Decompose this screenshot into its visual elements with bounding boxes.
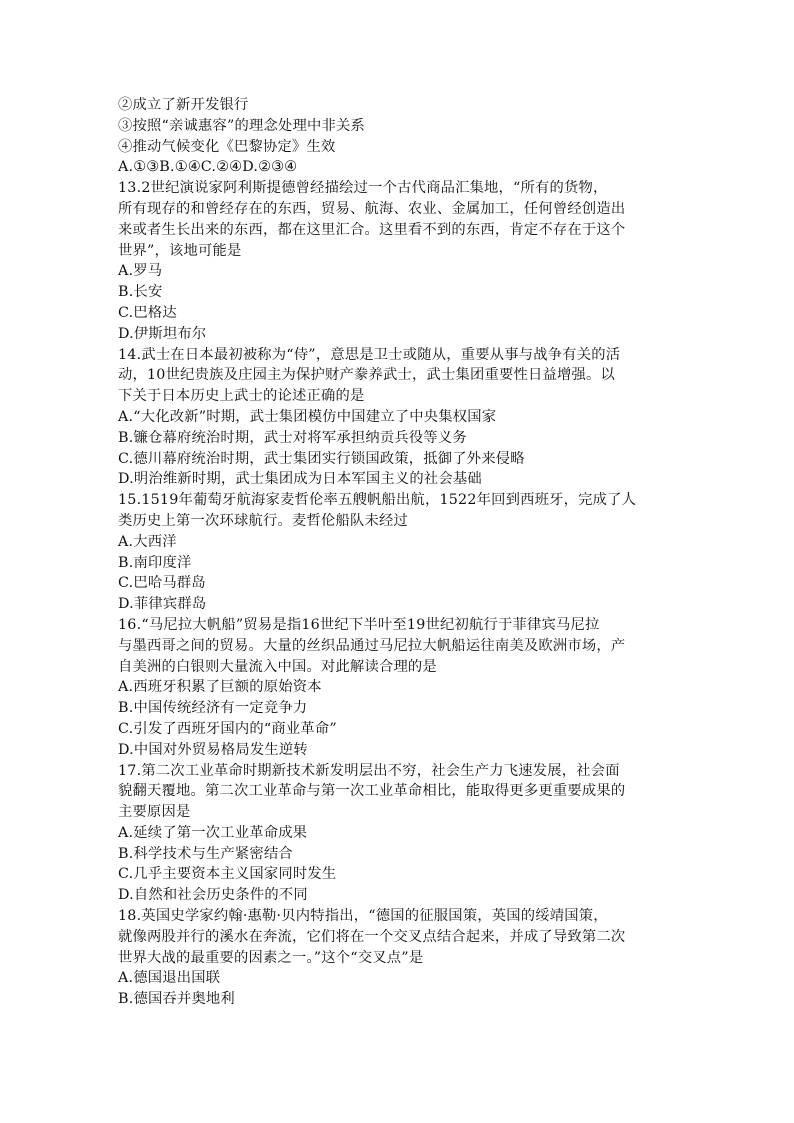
answer-option: B.中国传统经济有一定竞争力 (118, 700, 308, 717)
answer-option: A.德国退出国联 (118, 970, 221, 987)
answer-option: A.“大化改新”时期，武士集团模仿中国建立了中央集权国家 (118, 408, 497, 425)
stem-line: 来或者生长出来的东西，都在这里汇合。这里看不到的东西，肯定不存在于这个 (118, 221, 626, 238)
answer-option: A.大西洋 (118, 533, 177, 550)
answer-option: C.巴哈马群岛 (118, 575, 206, 592)
answer-option: D.伊斯坦布尔 (118, 325, 207, 342)
stem-line: 主要原因是 (118, 804, 191, 821)
question-stem (118, 178, 684, 261)
answer-option: B.科学技术与生产紧密结合 (118, 845, 293, 862)
stem-line: 15.1519年葡萄牙航海家麦哲伦率五艘帆船出航，1522年回到西班牙，完成了人 (118, 492, 637, 509)
stem-line: 世界”，该地可能是 (118, 242, 242, 259)
answer-option: B.镰仓幕府统治时期，武士对将军承担纳贡兵役等义务 (118, 429, 467, 446)
stem-line: 16.“马尼拉大帆船”贸易是指16世纪下半叶至19世纪初航行于菲律宾马尼拉 (118, 616, 600, 633)
answer-option: D.自然和社会历史条件的不同 (118, 887, 308, 904)
answer-option: A.延续了第一次工业革命成果 (118, 824, 308, 841)
question-block (118, 615, 684, 761)
answer-option: D.明治维新时期，武士集团成为日本军国主义的社会基础 (118, 471, 482, 488)
question-stem (118, 615, 684, 677)
stem-line: 类历史上第一次环球航行。麦哲伦船队未经过 (118, 512, 408, 529)
option-line: ②成立了新开发银行 (118, 97, 249, 113)
answer-option: B.德国吞并奥地利 (118, 991, 235, 1008)
stem-line: 13.2世纪演说家阿利斯提德曾经描绘过一个古代商品汇集地，“所有的货物， (118, 180, 608, 197)
stem-line: 14.武士在日本最初被称为“侍”，意思是卫士或随从，重要从事与战争有关的活 (118, 346, 621, 363)
stem-line: 世界大战的最重要的因素之一。”这个“交叉点”是 (118, 949, 424, 966)
answer-option: B.南印度洋 (118, 554, 192, 571)
question-stem (118, 906, 684, 968)
stem-line: 与墨西哥之间的贸易。大量的丝织品通过马尼拉大帆船运往南美及欧洲市场，产 (118, 637, 626, 654)
answer-option: C.巴格达 (118, 304, 177, 321)
answer-option: D.菲律宾群岛 (118, 596, 207, 613)
question-stem (118, 490, 684, 532)
question-stem (118, 761, 684, 823)
question-block (118, 490, 684, 615)
stem-line: 自美洲的白银则大量流入中国。对此解读合理的是 (118, 658, 437, 675)
stem-line: 17.第二次工业革命时期新技术新发明层出不穷，社会生产力飞速发展，社会面 (118, 762, 620, 779)
question-block (118, 761, 684, 907)
answer-choices: A.①③B.①④C.②④D.②③④ (118, 159, 298, 176)
stem-line: 所有现存的和曾经存在的东西，贸易、航海、农业、金属加工，任何曾经创造出 (118, 200, 626, 217)
stem-line: 动，10世纪贵族及庄园主为保护财产豢养武士，武士集团重要性日益增强。以 (118, 367, 615, 384)
stem-line: 18.英国史学家约翰·惠勒·贝内特指出，“德国的征服国策，英国的绥靖国策， (118, 908, 608, 925)
answer-option: D.中国对外贸易格局发生逆转 (118, 741, 308, 758)
stem-line: 下关于日本历史上武士的论述正确的是 (118, 388, 365, 405)
question-list (118, 178, 684, 1010)
answer-option: C.德川幕府统治时期，武士集团实行锁国政策，抵御了外来侵略 (118, 450, 525, 467)
option-line: ③按照“亲诚惠容”的理念处理中非关系 (118, 117, 365, 134)
question-12-tail (118, 95, 684, 178)
answer-option: A.西班牙积累了巨额的原始资本 (118, 679, 322, 696)
answer-option: A.罗马 (118, 263, 163, 280)
question-block (118, 178, 684, 344)
answer-option: B.长安 (118, 284, 163, 301)
answer-option: C.引发了西班牙国内的“商业革命” (118, 720, 337, 737)
stem-line: 就像两股并行的溪水在奔流，它们将在一个交叉点结合起来，并成了导致第二次 (118, 928, 626, 945)
question-stem (118, 345, 684, 407)
document-page (118, 95, 684, 1010)
stem-line: 貌翻天覆地。第二次工业革命与第一次工业革命相比，能取得更多更重要成果的 (118, 783, 626, 800)
option-line: ④推动气候变化《巴黎协定》生效 (118, 138, 336, 155)
question-block (118, 906, 684, 1010)
answer-option: C.几乎主要资本主义国家同时发生 (118, 866, 337, 883)
question-block (118, 345, 684, 491)
